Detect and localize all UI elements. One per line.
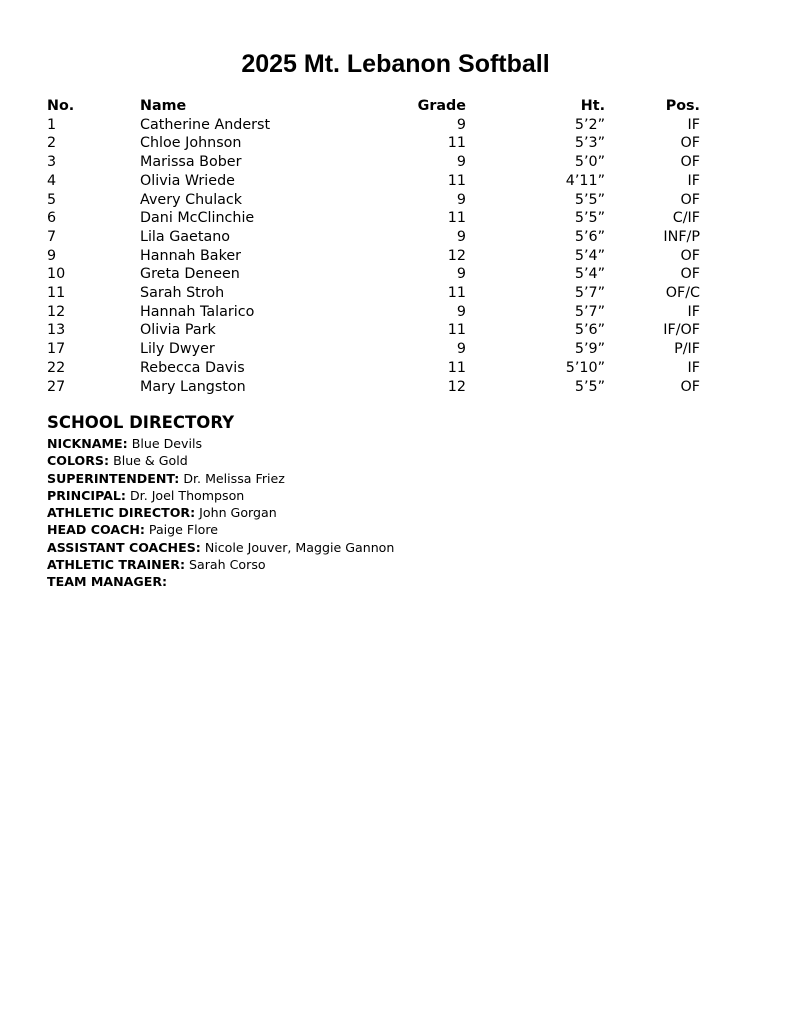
roster-header-row — [47, 97, 700, 116]
directory-item-label: HEAD COACH: — [47, 522, 145, 538]
table-row — [47, 321, 700, 340]
cell-name: Hannah Baker — [140, 247, 242, 264]
cell-name: Lila Gaetano — [140, 228, 231, 245]
directory-item-value: Sarah Corso — [189, 557, 266, 573]
cell-number: 17 — [47, 341, 66, 358]
cell-grade: 9 — [456, 154, 466, 171]
cell-height: 5’0” — [574, 154, 605, 171]
directory-item-label: ATHLETIC DIRECTOR: — [47, 505, 196, 521]
cell-position: OF — [680, 378, 700, 395]
cell-number: 2 — [47, 135, 57, 152]
cell-number: 7 — [47, 228, 57, 245]
directory-item — [47, 539, 697, 556]
cell-height: 5’6” — [574, 322, 605, 339]
school-directory — [47, 412, 697, 591]
cell-grade: 9 — [456, 266, 466, 283]
header-position: Pos. — [665, 98, 700, 114]
cell-position: IF/OF — [663, 322, 700, 339]
cell-height: 5’4” — [574, 266, 605, 283]
directory-item-label: SUPERINTENDENT: — [47, 470, 180, 486]
cell-grade: 11 — [447, 210, 466, 227]
cell-grade: 11 — [447, 359, 466, 376]
cell-height: 4’11” — [565, 172, 605, 189]
table-row — [47, 359, 700, 378]
cell-name: Olivia Wriede — [140, 172, 235, 189]
cell-grade: 12 — [447, 247, 466, 264]
directory-item — [47, 521, 697, 538]
cell-grade: 9 — [456, 341, 466, 358]
directory-item — [47, 435, 697, 452]
cell-height: 5’7” — [574, 285, 605, 302]
cell-number: 9 — [47, 247, 57, 264]
cell-name: Dani McClinchie — [140, 210, 255, 227]
cell-name: Mary Langston — [140, 378, 246, 395]
table-row — [47, 153, 700, 172]
directory-item-value: Dr. Joel Thompson — [129, 487, 245, 503]
directory-item-label: ATHLETIC TRAINER: — [47, 557, 186, 573]
cell-position: OF — [680, 135, 700, 152]
header-height: Ht. — [580, 98, 605, 114]
cell-position: INF/P — [663, 228, 700, 245]
directory-item-label: ASSISTANT COACHES: — [47, 539, 201, 555]
cell-grade: 11 — [447, 285, 466, 302]
roster-table — [47, 97, 700, 396]
cell-name: Lily Dwyer — [140, 341, 215, 358]
cell-number: 13 — [47, 322, 66, 339]
cell-height: 5’7” — [574, 303, 605, 320]
cell-position: OF/C — [665, 285, 700, 302]
cell-position: OF — [680, 247, 700, 264]
table-row — [47, 303, 700, 322]
cell-grade: 9 — [456, 191, 466, 208]
roster-header — [47, 97, 700, 116]
directory-item — [47, 504, 697, 521]
cell-number: 3 — [47, 154, 57, 171]
cell-grade: 9 — [456, 303, 466, 320]
table-row — [47, 116, 700, 135]
directory-item-value: John Gorgan — [199, 505, 277, 521]
directory-item-value: Dr. Melissa Friez — [183, 470, 285, 486]
cell-position: P/IF — [674, 341, 700, 358]
table-row — [47, 284, 700, 303]
cell-number: 1 — [47, 116, 57, 133]
cell-number: 6 — [47, 210, 57, 227]
directory-list — [47, 435, 697, 591]
table-row — [47, 340, 700, 359]
directory-item — [47, 452, 697, 469]
cell-name: Olivia Park — [140, 322, 216, 339]
directory-item-value: Paige Flore — [148, 522, 219, 538]
directory-item-label: COLORS: — [47, 453, 110, 469]
table-row — [47, 228, 700, 247]
directory-item-label: PRINCIPAL: — [47, 487, 126, 503]
cell-number: 22 — [47, 359, 66, 376]
cell-name: Sarah Stroh — [140, 285, 225, 302]
directory-item-value: Blue Devils — [131, 436, 203, 451]
cell-name: Rebecca Davis — [140, 359, 245, 376]
cell-name: Chloe Johnson — [140, 135, 242, 152]
cell-position: C/IF — [672, 210, 700, 227]
directory-item — [47, 487, 697, 504]
table-row — [47, 247, 700, 266]
table-row — [47, 172, 700, 191]
cell-name: Avery Chulack — [140, 191, 243, 208]
cell-position: IF — [687, 303, 700, 320]
header-grade: Grade — [417, 98, 466, 114]
cell-number: 4 — [47, 172, 57, 189]
cell-grade: 12 — [447, 378, 466, 395]
cell-name: Marissa Bober — [140, 154, 242, 171]
table-row — [47, 209, 700, 228]
cell-grade: 11 — [447, 172, 466, 189]
cell-number: 11 — [47, 285, 66, 302]
table-row — [47, 378, 700, 397]
cell-height: 5’6” — [574, 228, 605, 245]
cell-name: Greta Deneen — [140, 266, 240, 283]
cell-position: OF — [680, 191, 700, 208]
cell-name: Hannah Talarico — [140, 303, 255, 320]
header-number: No. — [47, 98, 75, 114]
cell-position: IF — [687, 172, 700, 189]
directory-heading: SCHOOL DIRECTORY — [47, 413, 235, 432]
roster-body — [47, 116, 700, 397]
cell-number: 5 — [47, 191, 57, 208]
directory-item-label: NICKNAME: — [47, 436, 128, 451]
cell-number: 12 — [47, 303, 66, 320]
cell-grade: 11 — [447, 135, 466, 152]
cell-position: OF — [680, 154, 700, 171]
directory-item — [47, 573, 697, 590]
cell-height: 5’5” — [574, 191, 605, 208]
table-row — [47, 134, 700, 153]
cell-height: 5’5” — [574, 210, 605, 227]
table-row — [47, 265, 700, 284]
cell-number: 27 — [47, 378, 66, 395]
cell-grade: 9 — [456, 228, 466, 245]
cell-grade: 11 — [447, 322, 466, 339]
cell-position: IF — [687, 116, 700, 133]
cell-name: Catherine Anderst — [140, 116, 271, 133]
table-row — [47, 191, 700, 210]
cell-height: 5’3” — [574, 135, 605, 152]
directory-item-value: Nicole Jouver, Maggie Gannon — [204, 539, 395, 555]
cell-height: 5’5” — [574, 378, 605, 395]
cell-position: OF — [680, 266, 700, 283]
cell-position: IF — [687, 359, 700, 376]
cell-height: 5’2” — [574, 116, 605, 133]
page-title: 2025 Mt. Lebanon Softball — [241, 50, 550, 78]
cell-height: 5’9” — [574, 341, 605, 358]
cell-height: 5’4” — [574, 247, 605, 264]
directory-item-value: Blue & Gold — [113, 453, 188, 469]
header-name: Name — [140, 98, 187, 114]
directory-item — [47, 470, 697, 487]
directory-item-label: TEAM MANAGER: — [47, 574, 168, 590]
directory-item — [47, 556, 697, 573]
cell-height: 5’10” — [565, 359, 605, 376]
cell-grade: 9 — [456, 116, 466, 133]
cell-number: 10 — [47, 266, 66, 283]
